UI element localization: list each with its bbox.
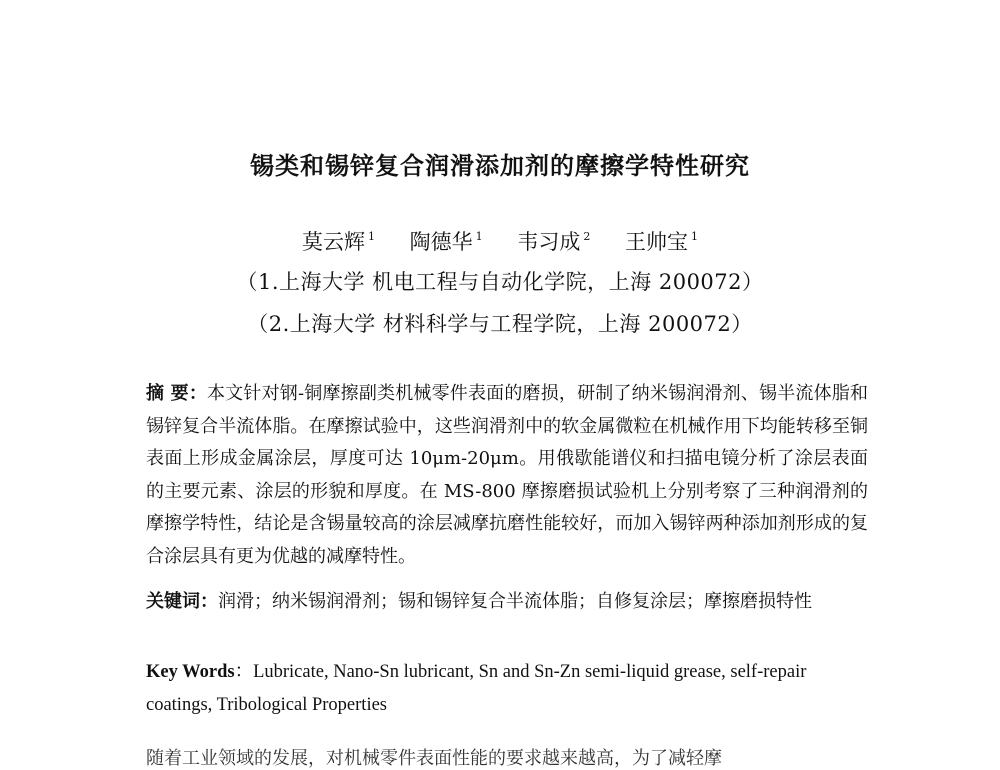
author	[302, 226, 375, 256]
author-name: 韦习成	[517, 230, 581, 254]
abstract-text: 本文针对钢-铜摩擦副类机械零件表面的磨损，研制了纳米锡润滑剂、锡半流体脂和锡锌复合半流体脂。在摩擦试验中，这些润滑剂中的软金属微粒在机械作用下均能转移至铜表面上形成金属涂层，厚度可达 10μm-20μm。用俄歇能谱仪和扫描电镜分析了涂层表面的主要元素、涂层的形貌和厚度。在 MS-800 摩擦磨损试验机上分别考察了三种润滑剂的摩擦学特性，结论是含锡量较高的涂层减摩抗磨性能较好，而加入锡锌两种添加剂形成的复合涂层具有更为优越的减摩特性。	[146, 383, 868, 567]
affiliation-1: （1.上海大学 机电工程与自动化学院，上海 200072）	[236, 270, 764, 294]
author-affiliation-mark: 1	[691, 230, 699, 243]
keywords-label: 关键词：	[146, 591, 218, 612]
author	[517, 226, 590, 256]
key-words-en	[146, 656, 868, 721]
paper-title: 锡类和锡锌复合润滑添加剂的摩擦学特性研究	[250, 152, 750, 180]
author-affiliation-mark: 2	[583, 230, 591, 243]
author	[625, 226, 698, 256]
body-text-cutoff: 随着工业领域的发展，对机械零件表面性能的要求越来越高，为了减轻摩	[146, 748, 722, 769]
author-affiliation-mark: 1	[475, 230, 483, 243]
keywords-text: 润滑；纳米锡润滑剂；锡和锡锌复合半流体脂；自修复涂层；摩擦磨损特性	[218, 591, 812, 612]
author-list	[0, 226, 1000, 256]
author-name: 王帅宝	[625, 230, 689, 254]
author-name: 陶德华	[409, 230, 473, 254]
author	[410, 226, 483, 256]
author-name: 莫云辉	[301, 230, 365, 254]
keywords	[146, 586, 868, 619]
author-affiliation-mark: 1	[367, 230, 375, 243]
affiliation-2: （2.上海大学 材料科学与工程学院，上海 200072）	[247, 312, 753, 336]
key-words-text: ：Lubricate, Nano-Sn lubricant, Sn and Sn-Zn semi-liquid grease, self-repair coatings, Tribological Properties	[146, 662, 807, 715]
key-words-label: Key Words	[146, 662, 235, 682]
abstract	[146, 378, 868, 573]
abstract-label: 摘 要：	[146, 383, 208, 404]
